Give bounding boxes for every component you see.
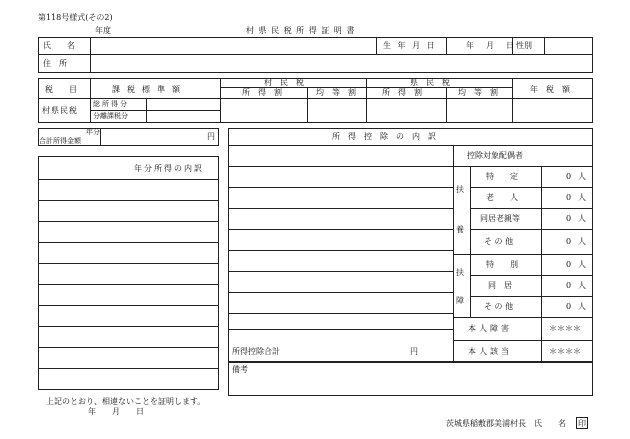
dep-line: [470, 187, 593, 188]
deduction-line: [228, 229, 453, 230]
tax-sub-col: [146, 98, 147, 123]
dep-line: [470, 275, 593, 276]
shogai-row-unit: 人: [578, 260, 586, 269]
gender-label: 性別: [516, 41, 532, 50]
tax-col2: [220, 78, 221, 123]
shogai-row-label: そ の 他: [484, 302, 514, 311]
total-income-year: 年分: [86, 128, 100, 136]
gender-value-divider: [544, 37, 545, 54]
shogai-label-1: 扶: [456, 268, 464, 277]
name-field[interactable]: [91, 38, 375, 53]
tax-col3: [307, 87, 308, 123]
tax-head-line: [38, 98, 593, 99]
official-seal: 印: [578, 419, 586, 428]
issuer-text: 茨城県稲敷郡美浦村長 氏 名: [446, 419, 566, 428]
deduction-total-label: 所得控除合計: [232, 347, 280, 356]
income-breakdown-box: [38, 156, 219, 390]
village-income-rate: 所 得 割: [242, 88, 282, 97]
breakdown-line: [38, 179, 219, 180]
separate-income-row: 分離課税分: [93, 112, 128, 120]
tax-col5: [446, 87, 447, 123]
honnin-shogai-label: 本人障害: [468, 324, 512, 333]
shogai-row-label: 同 居: [488, 281, 512, 290]
deduction-total-yen: 円: [410, 347, 418, 356]
dep-row-value: 0: [566, 237, 572, 246]
honnin-gaito-label: 本人該当: [468, 347, 512, 356]
honnin-gaito-value: ＊＊＊＊: [549, 347, 581, 356]
page-title: 村 県 民 税 所 得 証 明 書: [246, 26, 356, 35]
dep-line: [453, 340, 593, 341]
birth-value: 年 月 日: [466, 41, 516, 50]
dep-row-label: 同居老親等: [480, 214, 520, 223]
deduction-count-divider: [541, 166, 542, 317]
tax-col1: [90, 78, 91, 123]
breakdown-line: [38, 242, 219, 243]
shogai-row-value: 0: [566, 302, 572, 311]
shogai-row-value: 0: [566, 281, 572, 290]
deduction-line: [228, 329, 453, 330]
dep-line: [470, 229, 593, 230]
certify-text: 上記のとおり、相違ないことを証明します。: [46, 397, 206, 406]
spouse-header: 控除対象配偶者: [467, 151, 523, 160]
birth-label: 生 年 月 日: [383, 41, 437, 50]
fuyo-divider: [470, 166, 471, 317]
address-field[interactable]: [91, 55, 592, 72]
tax-row-line: [90, 110, 220, 111]
dep-row-unit: 人: [578, 237, 586, 246]
tax-standard-header: 課税標準額: [112, 85, 187, 94]
remarks-box: [228, 362, 593, 396]
dep-row-unit: 人: [578, 193, 586, 202]
breakdown-line: [38, 305, 219, 306]
birth-col-divider: [446, 37, 447, 54]
fuyo-label-2: 養: [456, 225, 464, 234]
dep-row-unit: 人: [578, 172, 586, 181]
dep-line: [453, 317, 593, 318]
deduction-title-line: [228, 145, 593, 146]
tax-item-header: 税 目: [45, 85, 77, 94]
deduction-box: [228, 128, 593, 362]
deduction-line: [228, 313, 453, 314]
deduction-title: 所 得 控 除 の 内 訳: [332, 132, 436, 141]
dep-row-value: 0: [566, 193, 572, 202]
dep-row-label: そ の 他: [484, 237, 514, 246]
name-label: 氏 名: [43, 41, 75, 50]
deduction-line: [228, 250, 453, 251]
dep-row-label: 老 人: [486, 193, 518, 202]
total-income-row: 総所得分: [93, 100, 129, 108]
income-breakdown-title: 年分所得の内訳: [134, 164, 204, 173]
honnin-shogai-value: ＊＊＊＊: [549, 324, 581, 333]
pref-income-rate: 所 得 割: [382, 88, 422, 97]
dep-line: [470, 208, 593, 209]
total-income-label: 合計所得金額: [39, 137, 81, 145]
name-col-divider: [376, 37, 377, 54]
shogai-row-value: 0: [566, 260, 572, 269]
shogai-row-label: 特 別: [486, 260, 518, 269]
breakdown-line: [38, 347, 219, 348]
dep-row-value: 0: [566, 214, 572, 223]
dep-row-value: 0: [566, 172, 572, 181]
dep-row-unit: 人: [578, 214, 586, 223]
total-income-divider: [100, 128, 101, 146]
address-label: 住 所: [43, 59, 67, 68]
deduction-line: [228, 166, 453, 167]
shogai-row-unit: 人: [578, 281, 586, 290]
breakdown-line: [38, 221, 219, 222]
honnin-divider: [541, 317, 542, 362]
dep-line: [470, 296, 593, 297]
tax-col4: [366, 78, 367, 123]
form-number: 第118号様式(その2): [38, 13, 113, 22]
certify-date: 年 月 日: [88, 407, 144, 416]
breakdown-line: [38, 368, 219, 369]
shogai-label-2: 障: [456, 296, 464, 305]
tax-col6: [512, 78, 513, 123]
tax-row-label: 村県民税: [42, 106, 78, 115]
dep-line: [453, 166, 593, 167]
total-income-yen: 円: [207, 132, 215, 141]
breakdown-line: [38, 263, 219, 264]
remarks-label: 備考: [232, 365, 248, 374]
breakdown-line: [38, 200, 219, 201]
deduction-line: [228, 208, 453, 209]
deduction-line: [228, 187, 453, 188]
dep-line: [453, 254, 593, 255]
village-tax-header: 村 民 税: [264, 78, 304, 87]
dep-row-label: 特 定: [486, 172, 518, 181]
year-label: 年度: [95, 26, 111, 35]
breakdown-line: [38, 326, 219, 327]
deduction-line: [228, 292, 453, 293]
pref-equal-rate: 均 等 割: [458, 88, 498, 97]
pref-tax-header: 県 民 税: [410, 78, 450, 87]
fuyo-label-1: 扶: [456, 185, 464, 194]
annual-tax-header: 年 税 額: [530, 85, 570, 94]
deduction-line: [228, 271, 453, 272]
village-equal-rate: 均 等 割: [316, 88, 356, 97]
shogai-row-unit: 人: [578, 302, 586, 311]
breakdown-line: [38, 284, 219, 285]
